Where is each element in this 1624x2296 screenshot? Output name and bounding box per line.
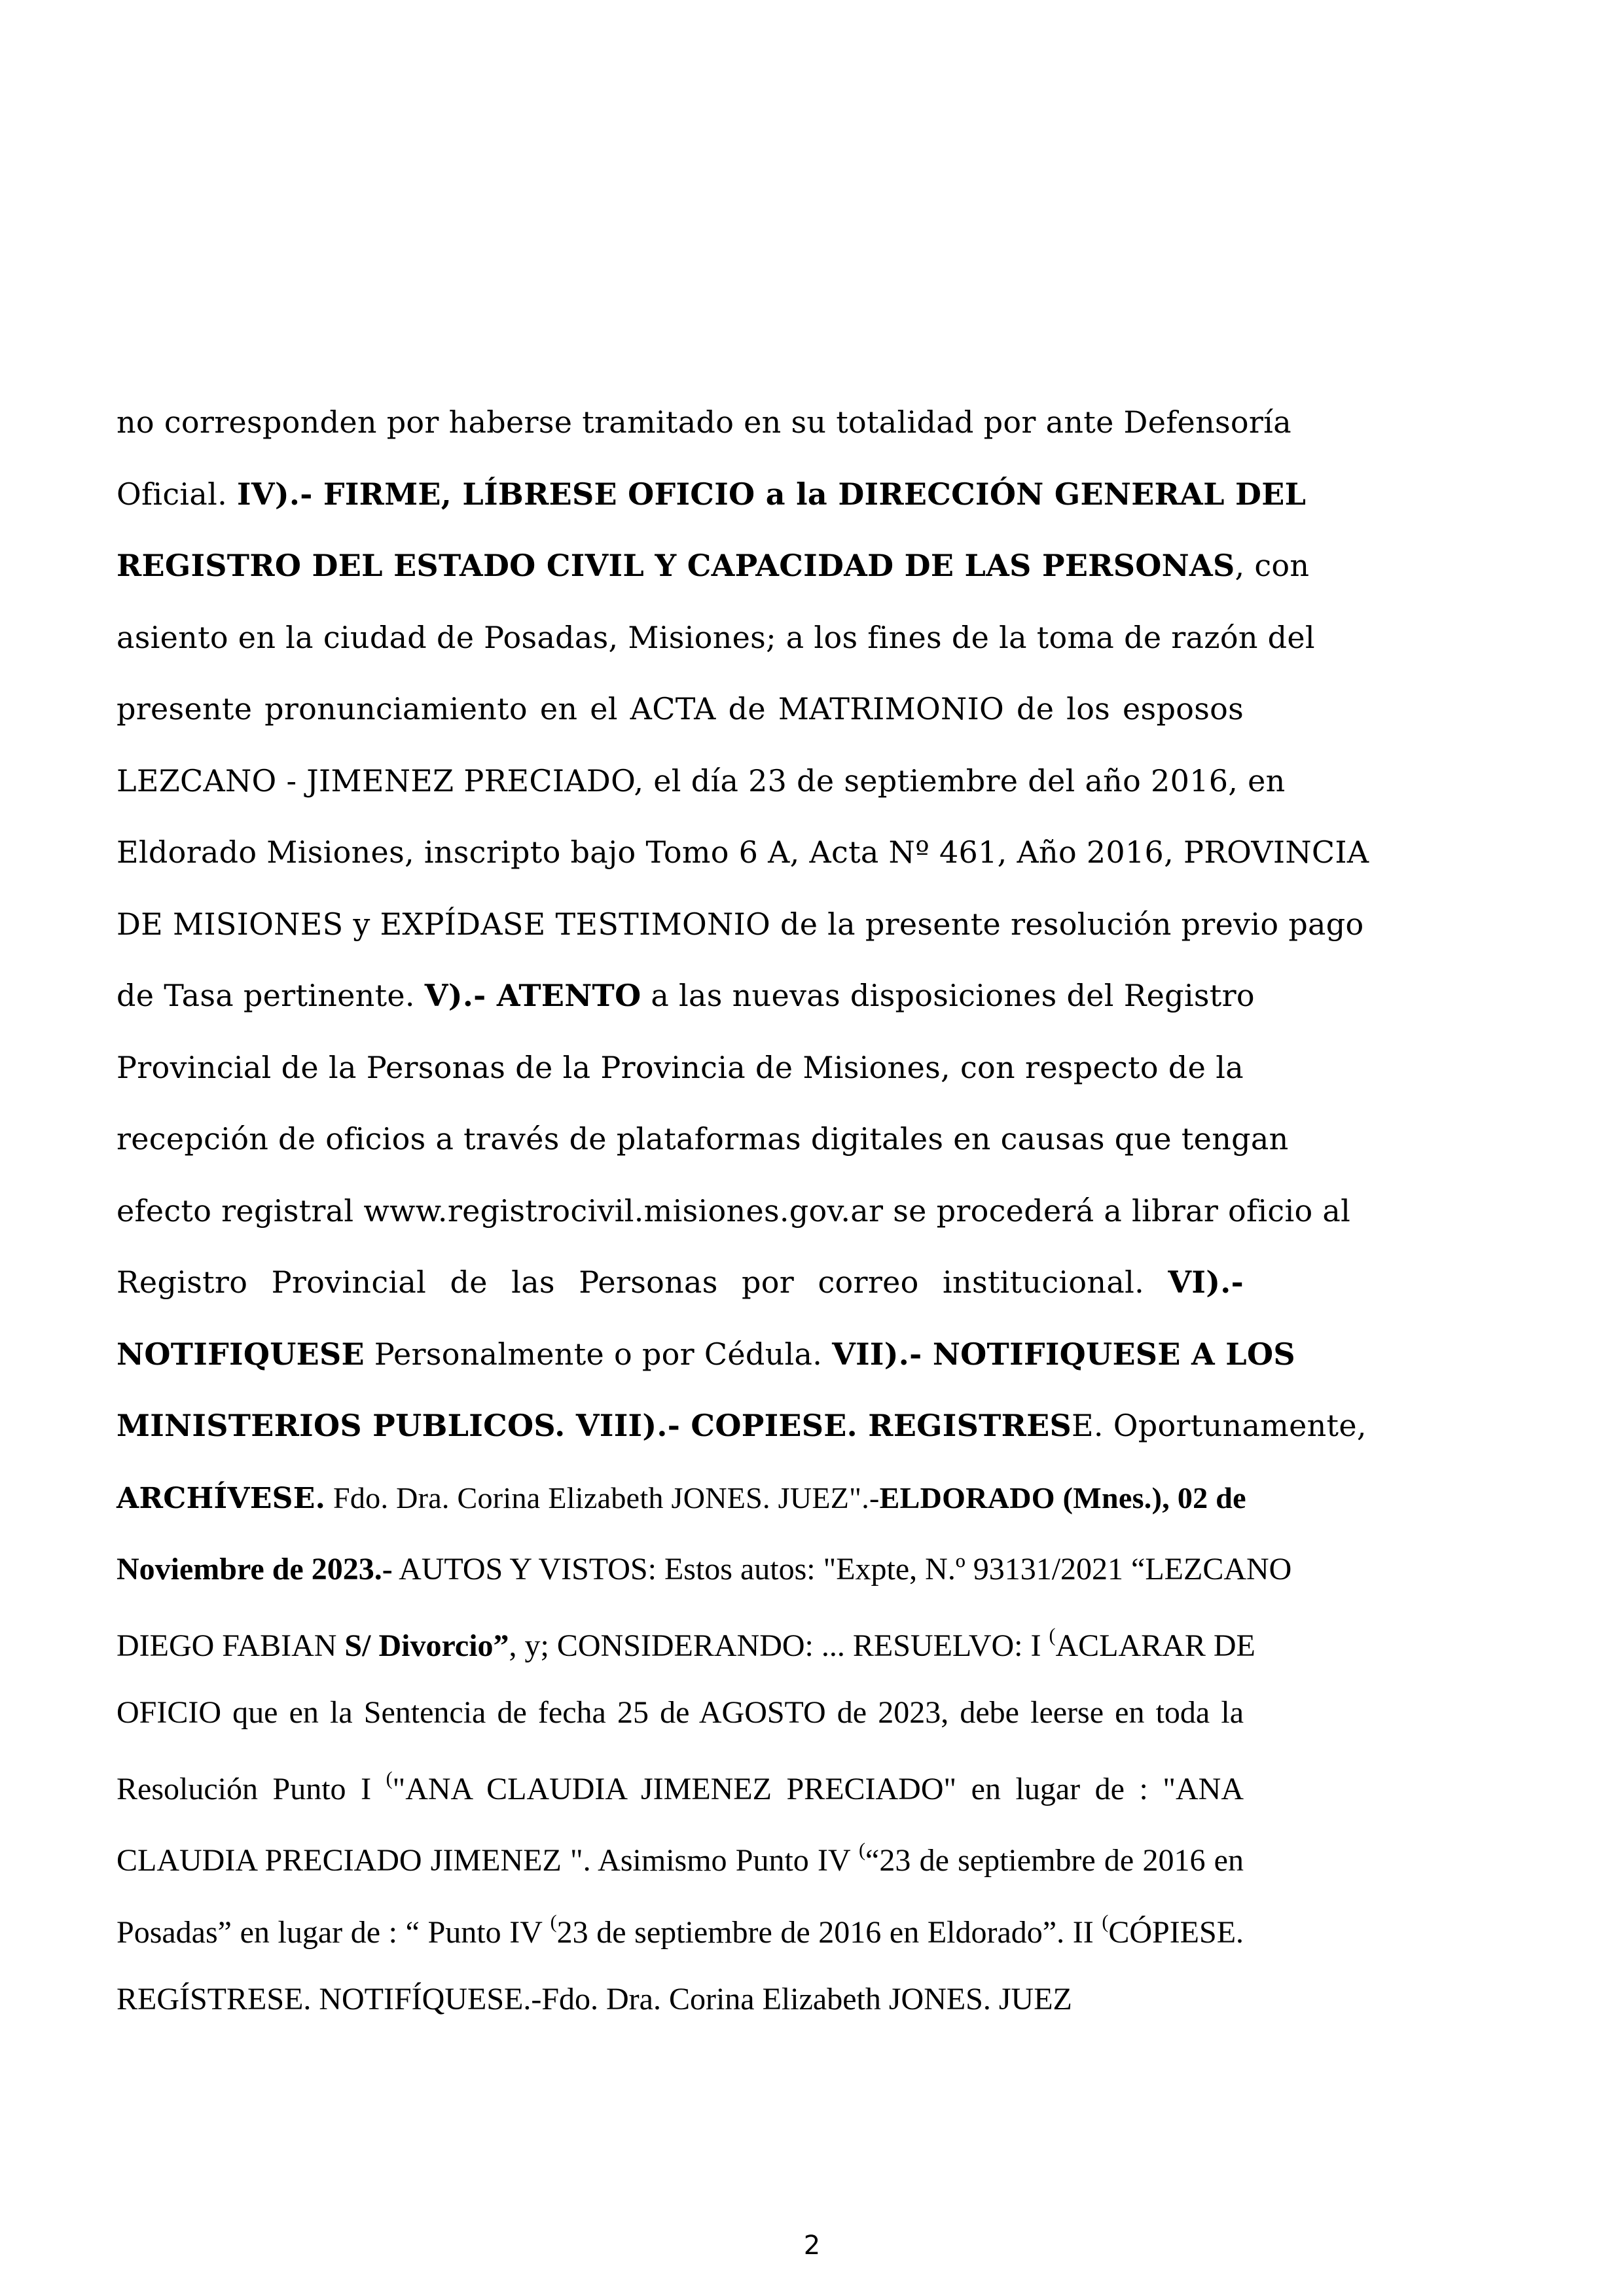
text-line xyxy=(117,1049,1244,1085)
text-run: , y; CONSIDERANDO: ... RESUELVO: I xyxy=(509,1628,1049,1663)
text-run: ( xyxy=(386,1767,393,1789)
text-run: MINISTERIOS PUBLICOS. VIII).- COPIESE. REGISTRES xyxy=(117,1408,1072,1443)
text-line xyxy=(117,906,1364,942)
text-run: presente pronunciamiento en el ACTA de MATRIMONIO de los esposos xyxy=(117,691,1244,726)
text-line xyxy=(117,476,1307,512)
text-run: Noviembre de 2023.- xyxy=(117,1552,393,1587)
text-line xyxy=(117,691,1244,726)
text-run: efecto registral www.registrocivil.misiones.gov.ar se procederá a librar oficio al xyxy=(117,1193,1351,1229)
text-line xyxy=(117,1482,1244,1513)
text-run: Registro Provincial de las Personas por correo institucional. xyxy=(117,1265,1168,1300)
text-run: , con xyxy=(1235,548,1310,583)
text-run: a las nuevas disposiciones del Registro xyxy=(641,978,1255,1013)
text-run: asiento en la ciudad de Posadas, Misiones; a los fines de la toma de razón del xyxy=(117,619,1315,655)
text-run: LEZCANO - JIMENEZ PRECIADO, el día 23 de septiembre del año 2016, en xyxy=(117,762,1286,798)
text-run: Provincial de la Personas de la Provincia de Misiones, con respecto de la xyxy=(117,1049,1244,1085)
text-run: S/ Divorcio” xyxy=(344,1628,509,1663)
text-run: REGÍSTRESE. NOTIFÍQUESE.-Fdo. Dra. Corina Elizabeth JONES. JUEZ xyxy=(117,1982,1072,2017)
text-run: 23 de septiembre de 2016 en Eldorado”. II xyxy=(556,1914,1102,1950)
text-line xyxy=(117,762,1286,798)
text-line xyxy=(117,1697,1244,1729)
text-run: NOTIFIQUESE xyxy=(117,1336,365,1372)
text-run: Fdo. Dra. Corina Elizabeth JONES. JUEZ".- xyxy=(325,1480,880,1515)
text-line xyxy=(117,1984,1244,2015)
text-line xyxy=(117,1624,1255,1663)
text-run: E. Oportunamente, xyxy=(1072,1408,1367,1443)
text-line xyxy=(117,1265,1244,1300)
text-line xyxy=(117,1336,1295,1372)
text-run: OFICIO que en la Sentencia de fecha 25 de AGOSTO de 2023, debe leerse en toda la xyxy=(117,1695,1244,1730)
text-run: "ANA CLAUDIA JIMENEZ PRECIADO" en lugar de : "ANA xyxy=(392,1771,1244,1806)
text-run: recepción de oficios a través de plataformas digitales en causas que tengan xyxy=(117,1121,1289,1157)
text-run: Personalmente o por Cédula. xyxy=(364,1336,833,1372)
text-line xyxy=(117,1193,1351,1229)
text-run: Resolución Punto I xyxy=(117,1771,386,1806)
text-run: IV).- FIRME, LÍBRESE OFICIO a la DIRECCIÓN GENERAL DEL xyxy=(237,476,1307,512)
text-run: REGISTRO DEL ESTADO CIVIL Y CAPACIDAD DE LAS PERSONAS xyxy=(117,548,1235,583)
text-run: ACLARAR DE xyxy=(1055,1628,1255,1663)
text-run: no corresponden por haberse tramitado en su totalidad por ante Defensoría xyxy=(117,404,1291,440)
text-line xyxy=(117,1912,1244,1948)
text-run: ELDORADO (Mnes.), 02 de xyxy=(879,1480,1246,1515)
text-run: CÓPIESE. xyxy=(1108,1914,1244,1950)
text-run: Eldorado Misiones, inscripto bajo Tomo 6 A, Acta Nº 461, Año 2016, PROVINCIA xyxy=(117,834,1369,870)
text-run: V).- ATENTO xyxy=(424,978,641,1013)
text-run: Oficial. xyxy=(117,476,238,512)
text-run: ( xyxy=(859,1839,866,1861)
text-run: DE MISIONES y EXPÍDASE TESTIMONIO de la presente resolución previo pago xyxy=(117,906,1364,942)
text-line xyxy=(117,834,1369,870)
text-run: ( xyxy=(550,1910,557,1933)
text-run: VI).- xyxy=(1168,1265,1244,1300)
text-line xyxy=(117,404,1291,440)
text-run: DIEGO FABIAN xyxy=(117,1628,345,1663)
text-line xyxy=(117,1121,1289,1157)
text-line xyxy=(117,978,1255,1013)
text-line xyxy=(117,1840,1244,1876)
text-run: ARCHÍVESE. xyxy=(117,1481,326,1515)
text-run: CLAUDIA PRECIADO JIMENEZ ". Asimismo Punto IV xyxy=(117,1843,859,1878)
text-line xyxy=(117,619,1315,655)
text-run: ( xyxy=(1102,1910,1109,1933)
text-run: VII).- NOTIFIQUESE A LOS xyxy=(832,1336,1295,1372)
text-line xyxy=(117,548,1310,583)
text-run: Posadas” en lugar de : “ Punto IV xyxy=(117,1914,550,1950)
text-line xyxy=(117,1769,1244,1805)
text-line xyxy=(117,1408,1367,1443)
text-run: de Tasa pertinente. xyxy=(117,978,425,1013)
text-run: “23 de septiembre de 2016 en xyxy=(865,1843,1244,1878)
text-line xyxy=(117,1552,1292,1587)
page-number: 2 xyxy=(803,2231,821,2261)
text-run: AUTOS Y VISTOS: Estos autos: "Expte, N.º 93131/2021 “LEZCANO xyxy=(392,1552,1292,1587)
text-run: ( xyxy=(1049,1624,1056,1646)
